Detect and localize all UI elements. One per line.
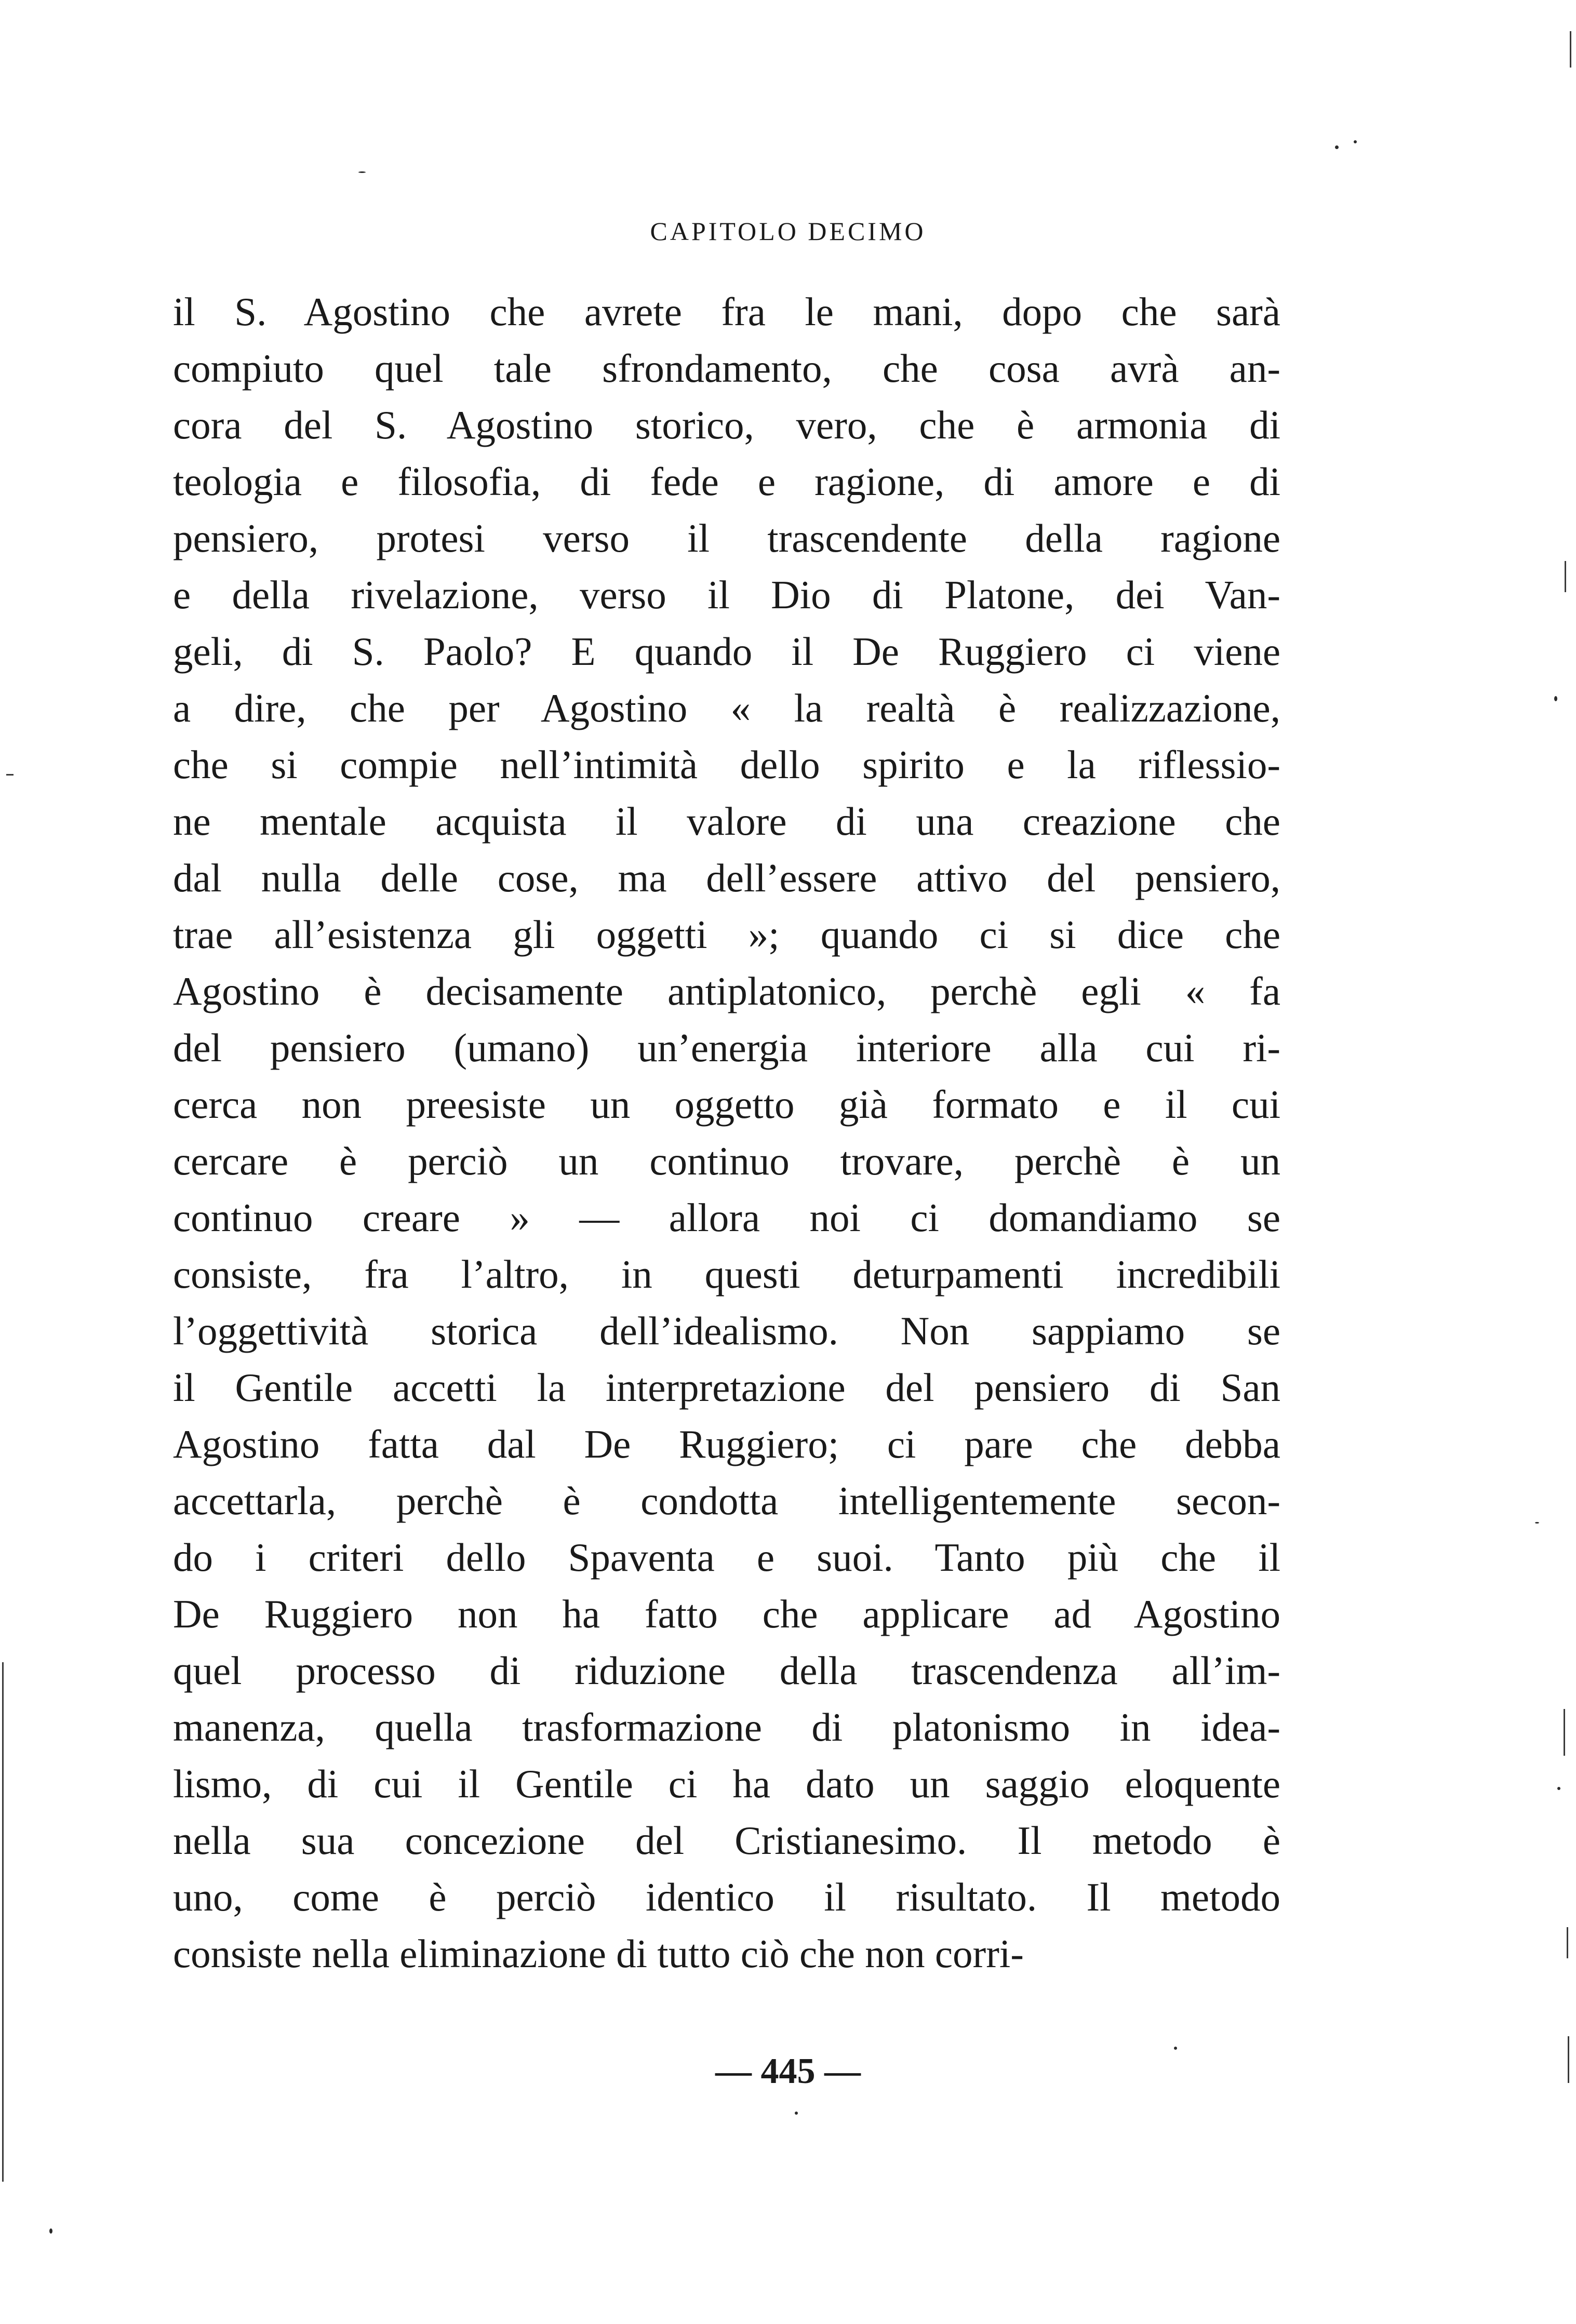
scan-edge-mark [1567, 1927, 1568, 1958]
page-number: — 445 — [715, 2051, 861, 2091]
scan-edge-mark [1570, 31, 1571, 68]
text-line: e della rivelazione, verso il Dio di Platone, dei Van- [173, 572, 1280, 617]
text-line: pensiero, protesi verso il trascendente della ragione [173, 516, 1280, 560]
text-line: accettarla, perchè è condotta intelligentemente secon- [173, 1478, 1280, 1523]
text-line: geli, di S. Paolo? E quando il De Ruggiero ci viene [173, 629, 1280, 674]
text-line: do i criteri dello Spaventa e suoi. Tanto più che il [173, 1535, 1280, 1580]
text-line: uno, come è perciò identico il risultato. Il metodo [173, 1875, 1280, 1919]
text-line: dal nulla delle cose, ma dell’essere attivo del pensiero, [173, 856, 1280, 900]
text-line: continuo creare » — allora noi ci domandiamo se [173, 1195, 1280, 1240]
text-line: teologia e filosofia, di fede e ragione, di amore e di [173, 459, 1280, 504]
text-line: il Gentile accetti la interpretazione del pensiero di San [173, 1365, 1280, 1410]
text-line: Agostino è decisamente antiplatonico, perchè egli « fa [173, 969, 1280, 1013]
running-head: CAPITOLO DECIMO [650, 217, 926, 246]
scan-speck [795, 2112, 798, 2115]
text-line: che si compie nell’intimità dello spirito e la riflessio- [173, 742, 1280, 787]
text-line: nella sua concezione del Cristianesimo. Il metodo è [173, 1818, 1280, 1863]
scan-edge-mark [1565, 561, 1566, 592]
scan-edge-mark [2, 1662, 4, 2182]
text-line: consiste, fra l’altro, in questi deturpamenti incredibili [173, 1252, 1280, 1297]
text-line: cora del S. Agostino storico, vero, che è armonia di [173, 403, 1280, 447]
scan-speck [358, 171, 366, 173]
text-line: cercare è perciò un continuo trovare, perchè è un [173, 1139, 1280, 1183]
text-line: compiuto quel tale sfrondamento, che cosa avrà an- [173, 346, 1280, 391]
scan-speck [49, 2228, 52, 2234]
text-line: cerca non preesiste un oggetto già formato e il cui [173, 1082, 1280, 1127]
scan-speck [1557, 1787, 1560, 1790]
scan-edge-mark [1564, 1709, 1565, 1756]
text-line: lismo, di cui il Gentile ci ha dato un saggio eloquente [173, 1761, 1280, 1806]
scan-edge-mark [1568, 2036, 1569, 2083]
text-line: il S. Agostino che avrete fra le mani, dopo che sarà [173, 289, 1280, 334]
text-line: De Ruggiero non ha fatto che applicare ad Agostino [173, 1592, 1280, 1636]
text-line: consiste nella eliminazione di tutto ciò che non corri- [173, 1931, 1024, 1976]
scan-edge-mark [6, 774, 14, 776]
scan-speck [1335, 145, 1339, 149]
scan-speck [1354, 140, 1357, 143]
scan-speck [1554, 696, 1557, 701]
text-line: l’oggettività storica dell’idealismo. Non sappiamo se [173, 1308, 1280, 1353]
text-line: a dire, che per Agostino « la realtà è realizzazione, [173, 686, 1280, 730]
text-line: quel processo di riduzione della trascendenza all’im- [173, 1648, 1280, 1693]
text-line: manenza, quella trasformazione di platonismo in idea- [173, 1705, 1280, 1749]
text-line: Agostino fatta dal De Ruggiero; ci pare che debba [173, 1422, 1280, 1466]
scan-speck [1535, 1522, 1539, 1524]
scan-speck [1174, 2047, 1177, 2050]
text-line: ne mentale acquista il valore di una creazione che [173, 799, 1280, 844]
text-line: del pensiero (umano) un’energia interiore alla cui ri- [173, 1025, 1280, 1070]
body-text [173, 284, 1280, 1982]
text-line: trae all’esistenza gli oggetti »; quando ci si dice che [173, 912, 1280, 957]
